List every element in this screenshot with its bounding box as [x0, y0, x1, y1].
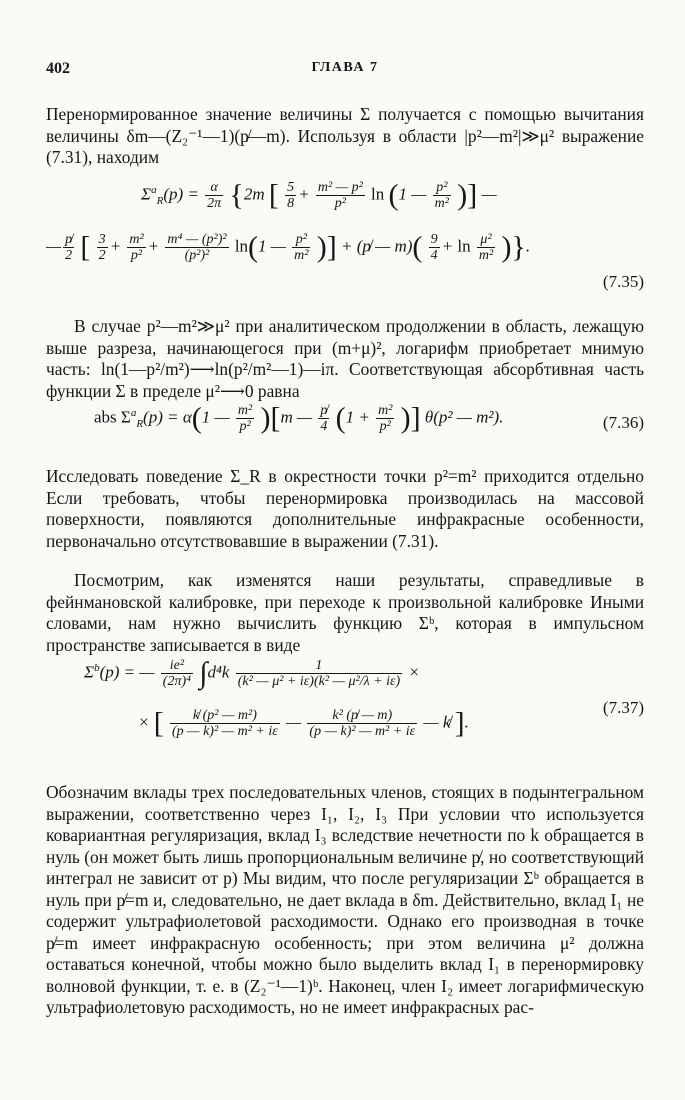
equation-7-35-line-2: — $\frac{p̸}{2}$ [ $\frac{3}{2}$ + $\frac{\text{m²}}{\text{p²}}$ + $\frac{\text{m⁴ — (p²)²}}{\text{(p²)²}}$ ln(1 — $\frac{\text{p²}}{\text{m²}}$ )] + (p̸ — m)( $\frac{9}{4}$ + ln $\frac{\text{μ²}}{\text{m²}}$ )}. — [46, 230, 531, 264]
equation-7-36: abs $\Sigma^a_R(p) = \alpha(1$ — $\frac{\text{m²}}{\text{p²}}$ )[m — $\frac{p̸}{4}$ (1 + $\frac{\text{m²}}{\text{p²}}$ )] θ(p² — m²). (7.36) — [94, 401, 644, 435]
equation-number-7-37: (7.37) — [602, 698, 644, 717]
equation-number-7-36: (7.36) — [602, 413, 644, 432]
page-header — [46, 60, 644, 82]
equation-7-35-line-1: $\Sigma^a_R(p)$ = $\frac{\alpha}{2\pi}$ {2m [ $\frac{5}{8}$ + $\frac{\text{m² — p²}}{\text{p²}}$ ln (1 — $\frac{\text{p²}}{\text{m²}}$ )] — — [141, 178, 497, 212]
paragraph-1: Перенормированное значение величины Σ получается с помощью вычитания величины δm—(Z₂⁻¹—1)(p̸—m). Используя в области |p²—m²|≫μ² выражение (7.31), находим — [46, 104, 644, 167]
paragraph-4: Посмотрим, как изменятся наши результаты, справедливые в фейнмановской калибровке, при переходе к произвольной калибровке Иными словами, нам нужно вычислить функцию Σᵇ, которая в импульсном пространстве записывается в виде — [46, 570, 644, 655]
chapter-title: ГЛАВА 7 — [311, 60, 379, 75]
equation-number-7-35: (7.35) — [602, 272, 644, 291]
paragraph-5: Обозначим вклады трех последовательных членов, стоящих в подынтегральном выражении, соответственно через I₁, I₂, I₃ При условии что используется ковариантная регуляризация, вклад I₃ вследствие нечетности по k обращается в нуль (он может быть лишь пропорциональным величине p̸, но соответствующий интеграл не зависит от p) Мы видим, что после регуляризации Σᵇ обращается в нуль при p̸=m и, следовательно, не дает вклада в δm. Действительно, вклад I₁ не содержит ультрафиолетовой расходимости. Однако его производная в точке p̸=m имеет инфракрасную особенность; при этом величина μ² должна оставаться конечной, чтобы можно было выделить вклад I₁ в перенормировку волновой функции, т. е. в (Z₂⁻¹—1)ᵇ. Наконец, член I₂ имеет логарифмическую ультрафиолетовую расходимость, но не имеет инфракрасных рас- — [46, 782, 644, 1017]
page-number: 402 — [46, 60, 70, 77]
equation-7-37-line-1: $\Sigma^b(p)$ = — $\frac{\text{ie²}}{\text{(2π)⁴}}$ ∫d⁴k $\frac{1}{\text{(k² — μ² + iε)(k² — μ²/λ + iε)}}$ × — [84, 656, 420, 690]
paragraph-2: В случае p²—m²≫μ² при аналитическом продолжении в область, лежащую выше разреза, начинающегося при (m+μ)², логарифм приобретает мнимую часть: ln(1—p²/m²)⟶ln(p²/m²—1)—iπ. Соответствующая абсорбтивная часть функции Σ в пределе μ²⟶0 равна — [46, 316, 644, 401]
equation-7-35 — [46, 180, 644, 295]
equation-7-37-line-2: × [ $\frac{\text{k̸ (p² — m²)}}{\text{(p — k)² — m² + iε}}$ — $\frac{\text{k² (p̸ — m)}}{\text{(p — k)² — m² + iε}}$ — k̸ ]. — [138, 706, 469, 740]
equation-7-37 — [46, 658, 644, 768]
paragraph-3: Исследовать поведение Σ_R в окрестности точки p²=m² приходится отдельно Если требовать, чтобы перенормировка производилась на массовой поверхности, появляются дополнительные инфракрасные особенности, первоначально отсутствовавшие в выражении (7.31). — [46, 466, 644, 551]
